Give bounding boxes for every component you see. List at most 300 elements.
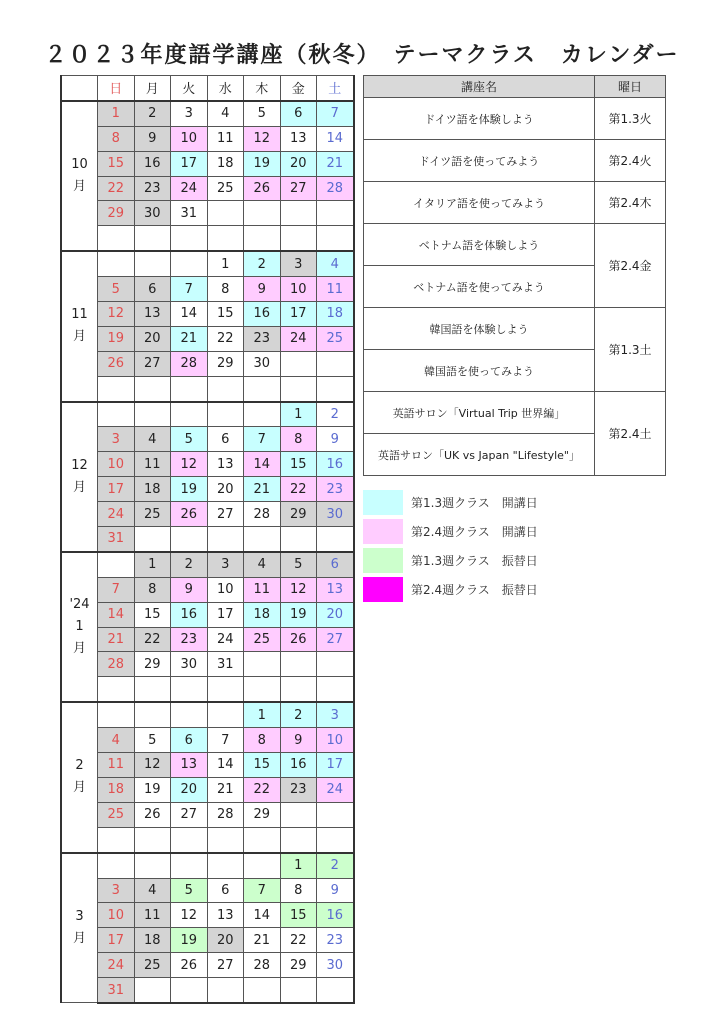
calendar-day-cell: 6	[317, 552, 354, 577]
calendar-week-row	[61, 302, 354, 327]
calendar-day-cell	[134, 527, 171, 552]
calendar-day-cell: 26	[280, 627, 317, 652]
month-label: 3 月	[61, 853, 98, 1003]
calendar-day-cell	[207, 226, 244, 251]
calendar-week-row	[61, 201, 354, 226]
course-name: ドイツ語を使ってみよう	[364, 140, 595, 182]
calendar-day-cell	[244, 376, 281, 401]
calendar-week-row	[61, 627, 354, 652]
weekday-header: 金	[280, 76, 317, 101]
calendar-day-cell: 24	[317, 777, 354, 802]
calendar-day-cell	[134, 251, 171, 276]
calendar-day-cell: 10	[317, 728, 354, 753]
calendar-day-cell	[280, 376, 317, 401]
calendar-day-cell: 14	[171, 302, 208, 327]
calendar-day-cell: 9	[244, 277, 281, 302]
calendar-week-row	[61, 878, 354, 903]
calendar-day-cell	[207, 853, 244, 878]
calendar-day-cell: 10	[171, 126, 208, 151]
calendar-day-cell: 27	[207, 502, 244, 527]
month-label: 2 月	[61, 702, 98, 852]
course-day: 第1.3火	[595, 98, 666, 140]
calendar-day-cell: 16	[171, 602, 208, 627]
calendar-day-cell	[244, 677, 281, 702]
calendar-day-cell: 12	[171, 452, 208, 477]
calendar-day-cell: 17	[98, 928, 135, 953]
calendar-day-cell: 25	[134, 953, 171, 978]
calendar-day-cell	[317, 827, 354, 852]
calendar-day-cell	[207, 201, 244, 226]
calendar-day-cell	[317, 226, 354, 251]
course-row	[364, 98, 666, 140]
calendar-week-row	[61, 777, 354, 802]
calendar-day-cell	[280, 226, 317, 251]
calendar-day-cell: 17	[171, 151, 208, 176]
calendar-day-cell: 6	[171, 728, 208, 753]
course-day: 第2.4土	[595, 392, 666, 476]
calendar-day-cell: 11	[317, 277, 354, 302]
calendar-day-cell: 11	[98, 753, 135, 778]
legend-item	[363, 575, 538, 604]
legend-label: 第1.3週クラス 振替日	[411, 554, 538, 568]
calendar-day-cell: 4	[244, 552, 281, 577]
calendar-day-cell	[171, 402, 208, 427]
calendar-day-cell	[244, 978, 281, 1003]
calendar-day-cell: 19	[171, 928, 208, 953]
calendar-day-cell: 26	[244, 176, 281, 201]
calendar-day-cell: 27	[317, 627, 354, 652]
course-day: 第2.4木	[595, 182, 666, 224]
calendar-day-cell: 22	[244, 777, 281, 802]
calendar-day-cell: 30	[317, 502, 354, 527]
calendar-day-cell: 25	[134, 502, 171, 527]
calendar-day-cell	[134, 702, 171, 727]
calendar-week-row	[61, 452, 354, 477]
calendar-day-cell	[280, 677, 317, 702]
calendar-day-cell: 5	[280, 552, 317, 577]
month-header-cell	[61, 76, 98, 101]
calendar-day-cell: 13	[171, 753, 208, 778]
calendar-day-cell	[134, 376, 171, 401]
calendar-day-cell: 16	[244, 302, 281, 327]
calendar-day-cell: 6	[207, 427, 244, 452]
calendar-day-cell: 21	[244, 477, 281, 502]
calendar-day-cell	[171, 251, 208, 276]
calendar-day-cell	[317, 201, 354, 226]
calendar-week-row	[61, 802, 354, 827]
calendar-day-cell: 20	[171, 777, 208, 802]
calendar-day-cell: 27	[207, 953, 244, 978]
calendar-day-cell: 19	[134, 777, 171, 802]
calendar-day-cell: 28	[98, 652, 135, 677]
calendar-day-cell: 7	[317, 101, 354, 126]
calendar-day-cell: 3	[98, 427, 135, 452]
calendar-day-cell: 4	[98, 728, 135, 753]
calendar-table	[60, 75, 355, 1004]
calendar-day-cell: 6	[280, 101, 317, 126]
calendar-day-cell: 4	[134, 427, 171, 452]
calendar-day-cell: 31	[171, 201, 208, 226]
calendar-day-cell: 16	[317, 452, 354, 477]
course-day: 第2.4火	[595, 140, 666, 182]
calendar-day-cell: 31	[98, 527, 135, 552]
course-name: 韓国語を使ってみよう	[364, 350, 595, 392]
calendar-day-cell: 7	[98, 577, 135, 602]
calendar-day-cell: 9	[134, 126, 171, 151]
calendar-day-cell: 2	[317, 853, 354, 878]
weekday-header: 日	[98, 76, 135, 101]
calendar-day-cell: 13	[207, 452, 244, 477]
calendar-day-cell: 6	[134, 277, 171, 302]
calendar-day-cell: 1	[207, 251, 244, 276]
calendar-day-cell	[98, 702, 135, 727]
calendar-day-cell: 27	[171, 802, 208, 827]
calendar-day-cell: 18	[317, 302, 354, 327]
calendar-day-cell: 28	[244, 502, 281, 527]
course-name: ベトナム語を体験しよう	[364, 224, 595, 266]
calendar-day-cell	[207, 527, 244, 552]
calendar-day-cell: 3	[280, 251, 317, 276]
calendar-day-cell: 4	[134, 878, 171, 903]
calendar-day-cell: 5	[171, 427, 208, 452]
calendar-day-cell	[317, 652, 354, 677]
calendar-day-cell: 29	[134, 652, 171, 677]
calendar-week-row	[61, 477, 354, 502]
calendar-day-cell: 20	[280, 151, 317, 176]
calendar-day-cell	[280, 201, 317, 226]
calendar-day-cell: 9	[171, 577, 208, 602]
calendar-day-cell: 26	[98, 351, 135, 376]
calendar-day-cell	[171, 827, 208, 852]
calendar-day-cell: 14	[207, 753, 244, 778]
calendar-day-cell: 11	[207, 126, 244, 151]
calendar-day-cell	[317, 527, 354, 552]
course-name: ドイツ語を体験しよう	[364, 98, 595, 140]
calendar-day-cell	[244, 402, 281, 427]
calendar-day-cell	[171, 226, 208, 251]
course-name: イタリア語を使ってみよう	[364, 182, 595, 224]
calendar-week-row	[61, 552, 354, 577]
calendar-week-row	[61, 427, 354, 452]
calendar-day-cell: 18	[98, 777, 135, 802]
calendar-day-cell: 16	[317, 903, 354, 928]
calendar-day-cell: 1	[244, 702, 281, 727]
calendar-day-cell	[171, 702, 208, 727]
calendar-day-cell: 19	[171, 477, 208, 502]
calendar-day-cell: 29	[207, 351, 244, 376]
calendar-day-cell: 23	[171, 627, 208, 652]
course-name: 韓国語を体験しよう	[364, 308, 595, 350]
calendar-day-cell: 31	[207, 652, 244, 677]
calendar-day-cell: 7	[171, 277, 208, 302]
calendar-day-cell: 15	[207, 302, 244, 327]
calendar-week-row	[61, 326, 354, 351]
calendar-day-cell: 31	[98, 978, 135, 1003]
calendar-week-row	[61, 277, 354, 302]
calendar-day-cell: 17	[280, 302, 317, 327]
calendar-day-cell: 2	[171, 552, 208, 577]
calendar-day-cell	[207, 376, 244, 401]
course-day-header: 曜日	[595, 76, 666, 98]
calendar-week-row	[61, 827, 354, 852]
calendar-day-cell: 26	[171, 502, 208, 527]
calendar-day-cell: 24	[280, 326, 317, 351]
calendar-week-row	[61, 126, 354, 151]
calendar-week-row	[61, 376, 354, 401]
calendar-day-cell: 17	[98, 477, 135, 502]
calendar-week-row	[61, 176, 354, 201]
calendar-day-cell: 2	[244, 251, 281, 276]
calendar-day-cell	[317, 376, 354, 401]
calendar-day-cell	[244, 201, 281, 226]
calendar-day-cell	[207, 677, 244, 702]
course-table	[363, 75, 666, 476]
calendar-day-cell: 18	[207, 151, 244, 176]
calendar-day-cell: 1	[98, 101, 135, 126]
calendar-day-cell: 9	[280, 728, 317, 753]
calendar-day-cell	[98, 827, 135, 852]
calendar-day-cell	[134, 402, 171, 427]
calendar-day-cell: 15	[134, 602, 171, 627]
course-row	[364, 140, 666, 182]
course-name-header: 講座名	[364, 76, 595, 98]
calendar-day-cell	[98, 251, 135, 276]
calendar-day-cell: 21	[207, 777, 244, 802]
calendar-day-cell	[244, 652, 281, 677]
course-row	[364, 182, 666, 224]
calendar-day-cell	[98, 853, 135, 878]
calendar-day-cell	[280, 652, 317, 677]
calendar-day-cell: 18	[244, 602, 281, 627]
calendar-week-row	[61, 677, 354, 702]
course-day: 第2.4金	[595, 224, 666, 308]
calendar-day-cell: 23	[317, 928, 354, 953]
calendar-day-cell	[98, 376, 135, 401]
calendar-day-cell: 15	[280, 903, 317, 928]
calendar-day-cell: 1	[280, 402, 317, 427]
calendar-day-cell: 15	[244, 753, 281, 778]
calendar-day-cell: 20	[317, 602, 354, 627]
calendar-day-cell	[207, 827, 244, 852]
calendar-day-cell	[244, 853, 281, 878]
calendar-day-cell: 30	[134, 201, 171, 226]
legend-item	[363, 517, 538, 546]
calendar-day-cell: 22	[98, 176, 135, 201]
calendar-day-cell: 28	[244, 953, 281, 978]
calendar-week-row	[61, 351, 354, 376]
calendar-day-cell: 22	[207, 326, 244, 351]
calendar-day-cell: 15	[98, 151, 135, 176]
calendar-week-row	[61, 402, 354, 427]
calendar-day-cell: 12	[98, 302, 135, 327]
calendar-week-row	[61, 527, 354, 552]
calendar-week-row	[61, 602, 354, 627]
calendar-day-cell	[171, 376, 208, 401]
course-name: 英語サロン「UK vs Japan "Lifestyle"」	[364, 434, 595, 476]
calendar-week-row	[61, 151, 354, 176]
weekday-header: 火	[171, 76, 208, 101]
calendar-day-cell	[280, 802, 317, 827]
legend-label: 第2.4週クラス 振替日	[411, 583, 538, 597]
calendar-week-row	[61, 978, 354, 1003]
calendar-day-cell: 14	[244, 903, 281, 928]
calendar-day-cell: 27	[134, 351, 171, 376]
calendar-day-cell: 24	[171, 176, 208, 201]
legend-swatch	[363, 490, 403, 515]
calendar-week-row	[61, 702, 354, 727]
calendar-day-cell	[171, 677, 208, 702]
calendar-day-cell: 16	[134, 151, 171, 176]
calendar-day-cell: 9	[317, 878, 354, 903]
calendar-day-cell: 5	[244, 101, 281, 126]
calendar-day-cell: 30	[244, 351, 281, 376]
calendar-day-cell: 1	[280, 853, 317, 878]
calendar-week-row	[61, 728, 354, 753]
weekday-header: 土	[317, 76, 354, 101]
calendar-day-cell: 30	[317, 953, 354, 978]
weekday-header: 水	[207, 76, 244, 101]
calendar-day-cell: 13	[134, 302, 171, 327]
calendar-day-cell: 11	[134, 452, 171, 477]
calendar-day-cell: 21	[244, 928, 281, 953]
calendar-day-cell	[134, 677, 171, 702]
calendar-day-cell	[244, 527, 281, 552]
calendar-day-cell: 12	[244, 126, 281, 151]
calendar-day-cell: 3	[98, 878, 135, 903]
calendar-day-cell: 24	[98, 953, 135, 978]
calendar-day-cell: 10	[98, 903, 135, 928]
calendar-day-cell: 10	[207, 577, 244, 602]
calendar-day-cell: 29	[98, 201, 135, 226]
calendar-day-cell: 16	[280, 753, 317, 778]
calendar-day-cell: 18	[134, 477, 171, 502]
calendar-week-row	[61, 251, 354, 276]
legend-item	[363, 546, 538, 575]
calendar-day-cell	[244, 226, 281, 251]
calendar-day-cell: 8	[98, 126, 135, 151]
calendar-day-cell: 6	[207, 878, 244, 903]
course-row	[364, 308, 666, 350]
legend-label: 第1.3週クラス 開講日	[411, 496, 538, 510]
calendar-day-cell: 11	[244, 577, 281, 602]
month-label: 10 月	[61, 101, 98, 251]
calendar-day-cell	[134, 226, 171, 251]
calendar-day-cell: 2	[317, 402, 354, 427]
calendar-day-cell: 22	[134, 627, 171, 652]
calendar-day-cell: 23	[244, 326, 281, 351]
calendar-day-cell: 1	[134, 552, 171, 577]
calendar-day-cell: 17	[317, 753, 354, 778]
calendar-day-cell: 8	[280, 878, 317, 903]
calendar-day-cell	[280, 351, 317, 376]
weekday-header: 月	[134, 76, 171, 101]
calendar-day-cell: 7	[207, 728, 244, 753]
calendar-day-cell: 23	[317, 477, 354, 502]
calendar-day-cell	[171, 978, 208, 1003]
calendar-day-cell: 17	[207, 602, 244, 627]
calendar-week-row	[61, 502, 354, 527]
calendar-day-cell: 5	[171, 878, 208, 903]
calendar-day-cell	[280, 978, 317, 1003]
course-day: 第1.3土	[595, 308, 666, 392]
calendar-day-cell: 21	[171, 326, 208, 351]
calendar-day-cell: 10	[98, 452, 135, 477]
calendar-day-cell: 27	[280, 176, 317, 201]
calendar-week-row	[61, 853, 354, 878]
calendar-day-cell: 14	[98, 602, 135, 627]
calendar-day-cell: 20	[207, 928, 244, 953]
calendar-day-cell: 4	[317, 251, 354, 276]
calendar-day-cell: 30	[171, 652, 208, 677]
month-label: 11 月	[61, 251, 98, 401]
calendar-day-cell: 8	[134, 577, 171, 602]
calendar-week-row	[61, 753, 354, 778]
calendar-day-cell: 9	[317, 427, 354, 452]
calendar-week-row	[61, 577, 354, 602]
calendar-day-cell	[317, 677, 354, 702]
calendar-day-cell	[280, 827, 317, 852]
calendar-day-cell: 25	[207, 176, 244, 201]
calendar-day-cell: 3	[171, 101, 208, 126]
calendar-week-row	[61, 953, 354, 978]
calendar-day-cell: 8	[244, 728, 281, 753]
course-name: 英語サロン「Virtual Trip 世界編」	[364, 392, 595, 434]
calendar-day-cell	[98, 552, 135, 577]
calendar-day-cell: 13	[317, 577, 354, 602]
calendar-day-cell: 13	[280, 126, 317, 151]
calendar-week-row	[61, 226, 354, 251]
month-label: 12 月	[61, 402, 98, 552]
calendar-day-cell: 13	[207, 903, 244, 928]
calendar-day-cell: 7	[244, 427, 281, 452]
calendar-day-cell: 12	[134, 753, 171, 778]
calendar-day-cell: 19	[244, 151, 281, 176]
calendar-day-cell: 18	[134, 928, 171, 953]
calendar-day-cell	[98, 402, 135, 427]
calendar-day-cell: 19	[280, 602, 317, 627]
calendar-day-cell: 12	[280, 577, 317, 602]
page-title: ２０２３年度語学講座（秋冬） テーマクラス カレンダー	[44, 43, 680, 68]
course-row	[364, 224, 666, 266]
calendar-day-cell: 2	[280, 702, 317, 727]
calendar-day-cell: 28	[171, 351, 208, 376]
calendar-day-cell: 24	[98, 502, 135, 527]
calendar-day-cell: 25	[98, 802, 135, 827]
calendar-day-cell: 24	[207, 627, 244, 652]
calendar-day-cell: 8	[207, 277, 244, 302]
calendar-day-cell	[207, 978, 244, 1003]
calendar-day-cell: 26	[134, 802, 171, 827]
calendar-week-row	[61, 101, 354, 126]
calendar-day-cell: 22	[280, 928, 317, 953]
calendar-day-cell	[244, 827, 281, 852]
calendar-day-cell: 21	[98, 627, 135, 652]
calendar-day-cell: 25	[317, 326, 354, 351]
calendar-day-cell: 8	[280, 427, 317, 452]
calendar-day-cell: 14	[244, 452, 281, 477]
calendar-day-cell: 3	[207, 552, 244, 577]
calendar-day-cell	[134, 853, 171, 878]
calendar-day-cell: 15	[280, 452, 317, 477]
calendar-day-cell	[280, 527, 317, 552]
calendar-week-row	[61, 928, 354, 953]
calendar-day-cell: 20	[134, 326, 171, 351]
calendar-day-cell: 10	[280, 277, 317, 302]
calendar-day-cell: 23	[280, 777, 317, 802]
calendar-day-cell	[134, 827, 171, 852]
calendar-day-cell: 29	[244, 802, 281, 827]
calendar-week-row	[61, 903, 354, 928]
